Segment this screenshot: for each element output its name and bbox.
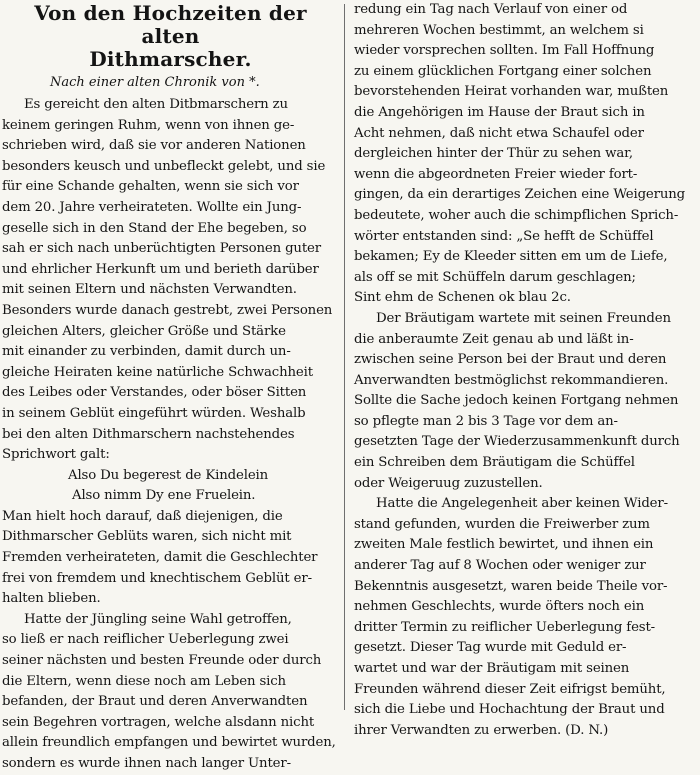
proverb-line: Also Du begerest de Kindelein — [68, 467, 269, 483]
text-line: die Eltern, wenn diese noch am Leben sich — [2, 673, 286, 689]
article-title — [2, 2, 339, 71]
text-line: allein freundlich empfangen und bewirtet wurden, — [2, 735, 336, 751]
text-line: sah er sich nach unberüchtigten Personen guter — [2, 241, 321, 257]
text-line: mit einander zu verbinden, damit durch un- — [2, 344, 291, 360]
text-line: Der Bräutigam wartete mit seinen Freunden — [376, 310, 671, 326]
text-line: redung ein Tag nach Verlauf von einer od — [354, 2, 628, 17]
left-column — [2, 0, 339, 771]
text-line: mit seinen Eltern und nächsten Verwandten. — [2, 282, 297, 298]
text-line: anderer Tag auf 8 Wochen oder weniger zur — [354, 558, 646, 574]
text-line: als off se mit Schüffeln darum geschlagen; — [354, 269, 636, 285]
article-subtitle: Nach einer alten Chronik von *. — [50, 75, 260, 90]
text-line: bevorstehenden Heirat vorhanden war, mußten — [354, 84, 669, 100]
text-line: des Leibes oder Verstandes, oder böser Sitten — [2, 385, 307, 401]
text-line: sondern es wurde ihnen nach langer Unter- — [2, 756, 291, 771]
text-line: sich die Liebe und Hochachtung der Braut und — [354, 702, 665, 718]
text-line: zwischen seine Person bei der Braut und deren — [354, 352, 667, 368]
text-line: ein Schreiben dem Bräutigam die Schüffel — [354, 455, 635, 471]
text-line: Sprichwort galt: — [2, 447, 110, 463]
text-line: gleiche Heiraten keine natürliche Schwachheit — [2, 364, 313, 380]
text-line: oder Weigeruug zuzustellen. — [354, 475, 543, 491]
text-line: halten blieben. — [2, 591, 101, 607]
text-line: Sint ehm de Schenen ok blau 2c. — [354, 290, 571, 306]
text-line: wenn die abgeordneten Freier wieder fort- — [354, 166, 638, 182]
text-line: dritter Termin zu reiflicher Ueberlegung fest- — [354, 619, 655, 635]
text-line: gesetzten Tage der Wiederzusammenkunft durch — [354, 434, 680, 450]
text-line: Hatte der Jüngling seine Wahl getroffen, — [24, 611, 292, 627]
text-line: wieder vorsprechen sollten. Im Fall Hoffnung — [354, 43, 655, 59]
text-line: wartet und war der Bräutigam mit seinen — [354, 661, 630, 676]
text-line: gingen, da ein derartiges Zeichen eine Weigerung — [354, 187, 686, 203]
text-line: die anberaumte Zeit genau ab und läßt in- — [354, 331, 634, 347]
text-line: Freunden während dieser Zeit eifrigst bemüht, — [354, 681, 666, 697]
text-line: und ehrlicher Herkunft um und berieth darüber — [2, 261, 319, 277]
text-line: in seinem Geblüt eingeführt würden. Weshalb — [2, 405, 306, 421]
text-line: gleichen Alters, gleicher Größe und Stärke — [2, 323, 286, 339]
text-line: Man hielt hoch darauf, daß diejenigen, die — [2, 508, 283, 524]
text-line: keinem geringen Ruhm, wenn von ihnen ge- — [2, 117, 295, 133]
text-line: zu einem glücklichen Fortgang einer solchen — [354, 63, 652, 79]
text-line: Acht nehmen, daß nicht etwa Schaufel oder — [354, 125, 644, 141]
title-line: Von den Hochzeiten der alten — [34, 1, 307, 48]
text-line: Es gereicht den alten Ditbmarschern zu — [24, 97, 288, 112]
text-line: schrieben wird, daß sie vor anderen Nationen — [2, 138, 306, 154]
text-line: dem 20. Jahre verheirateten. Wollte ein Jung- — [2, 199, 302, 215]
text-line: wörter entstanden sind: „Se hefft de Schüffel — [354, 228, 654, 244]
text-line: Fremden verheirateten, damit die Geschlechter — [2, 550, 318, 566]
text-line: dergleichen hinter der Thür zu sehen war, — [354, 146, 634, 162]
column-divider — [344, 4, 345, 710]
text-line: so ließ er nach reiflicher Ueberlegung zwei — [2, 632, 289, 648]
text-line: sein Begehren vortragen, welche alsdann nicht — [2, 714, 315, 730]
text-line: bekamen; Ey de Kleeder sitten em um de Liefe, — [354, 249, 668, 265]
text-line: Anverwandten bestmöglichst rekommandieren. — [354, 372, 669, 388]
proverb-line: Also nimm Dy ene Fruelein. — [72, 488, 256, 504]
text-line: stand gefunden, wurden die Freiwerber zum — [354, 516, 650, 532]
text-line: Dithmarscher Geblüts waren, sich nicht mit — [2, 529, 292, 545]
text-line: die Angehörigen im Hause der Braut sich in — [354, 104, 645, 120]
text-line: geselle sich in den Stand der Ehe begeben, so — [2, 220, 307, 236]
text-line: nehmen Geschlechts, wurde öfters noch ein — [354, 599, 645, 615]
text-line: Besonders wurde danach gestrebt, zwei Personen — [2, 302, 333, 318]
text-line: seiner nächsten und besten Freunde oder durch — [2, 653, 322, 669]
right-column — [354, 0, 696, 738]
text-line: frei von fremdem und knechtischem Geblüt er- — [2, 570, 312, 586]
text-line: befanden, der Braut und deren Anverwandten — [2, 694, 308, 710]
text-line: zweiten Male festlich bewirtet, und ihnen ein — [354, 537, 654, 553]
text-line: Sollte die Sache jedoch keinen Fortgang nehmen — [354, 393, 679, 409]
text-line: ihrer Verwandten zu erwerben. (D. N.) — [354, 722, 609, 738]
title-line: Dithmarscher. — [89, 47, 252, 71]
text-line: Hatte die Angelegenheit aber keinen Wider- — [376, 496, 668, 512]
text-line: für eine Schande gehalten, wenn sie sich vor — [2, 179, 299, 195]
text-line: bei den alten Dithmarschern nachstehendes — [2, 426, 295, 442]
text-line: bedeutete, woher auch die schimpflichen Sprich- — [354, 207, 679, 223]
text-line: gesetzt. Dieser Tag wurde mit Geduld er- — [354, 640, 627, 656]
text-line: besonders keusch und unbefleckt gelebt, und sie — [2, 158, 326, 174]
text-line: so pflegte man 2 bis 3 Tage vor dem an- — [354, 413, 618, 429]
text-line: mehreren Wochen bestimmt, an welchem si — [354, 22, 644, 38]
text-line: Bekenntnis ausgesetzt, waren beide Theile vor- — [354, 578, 668, 594]
